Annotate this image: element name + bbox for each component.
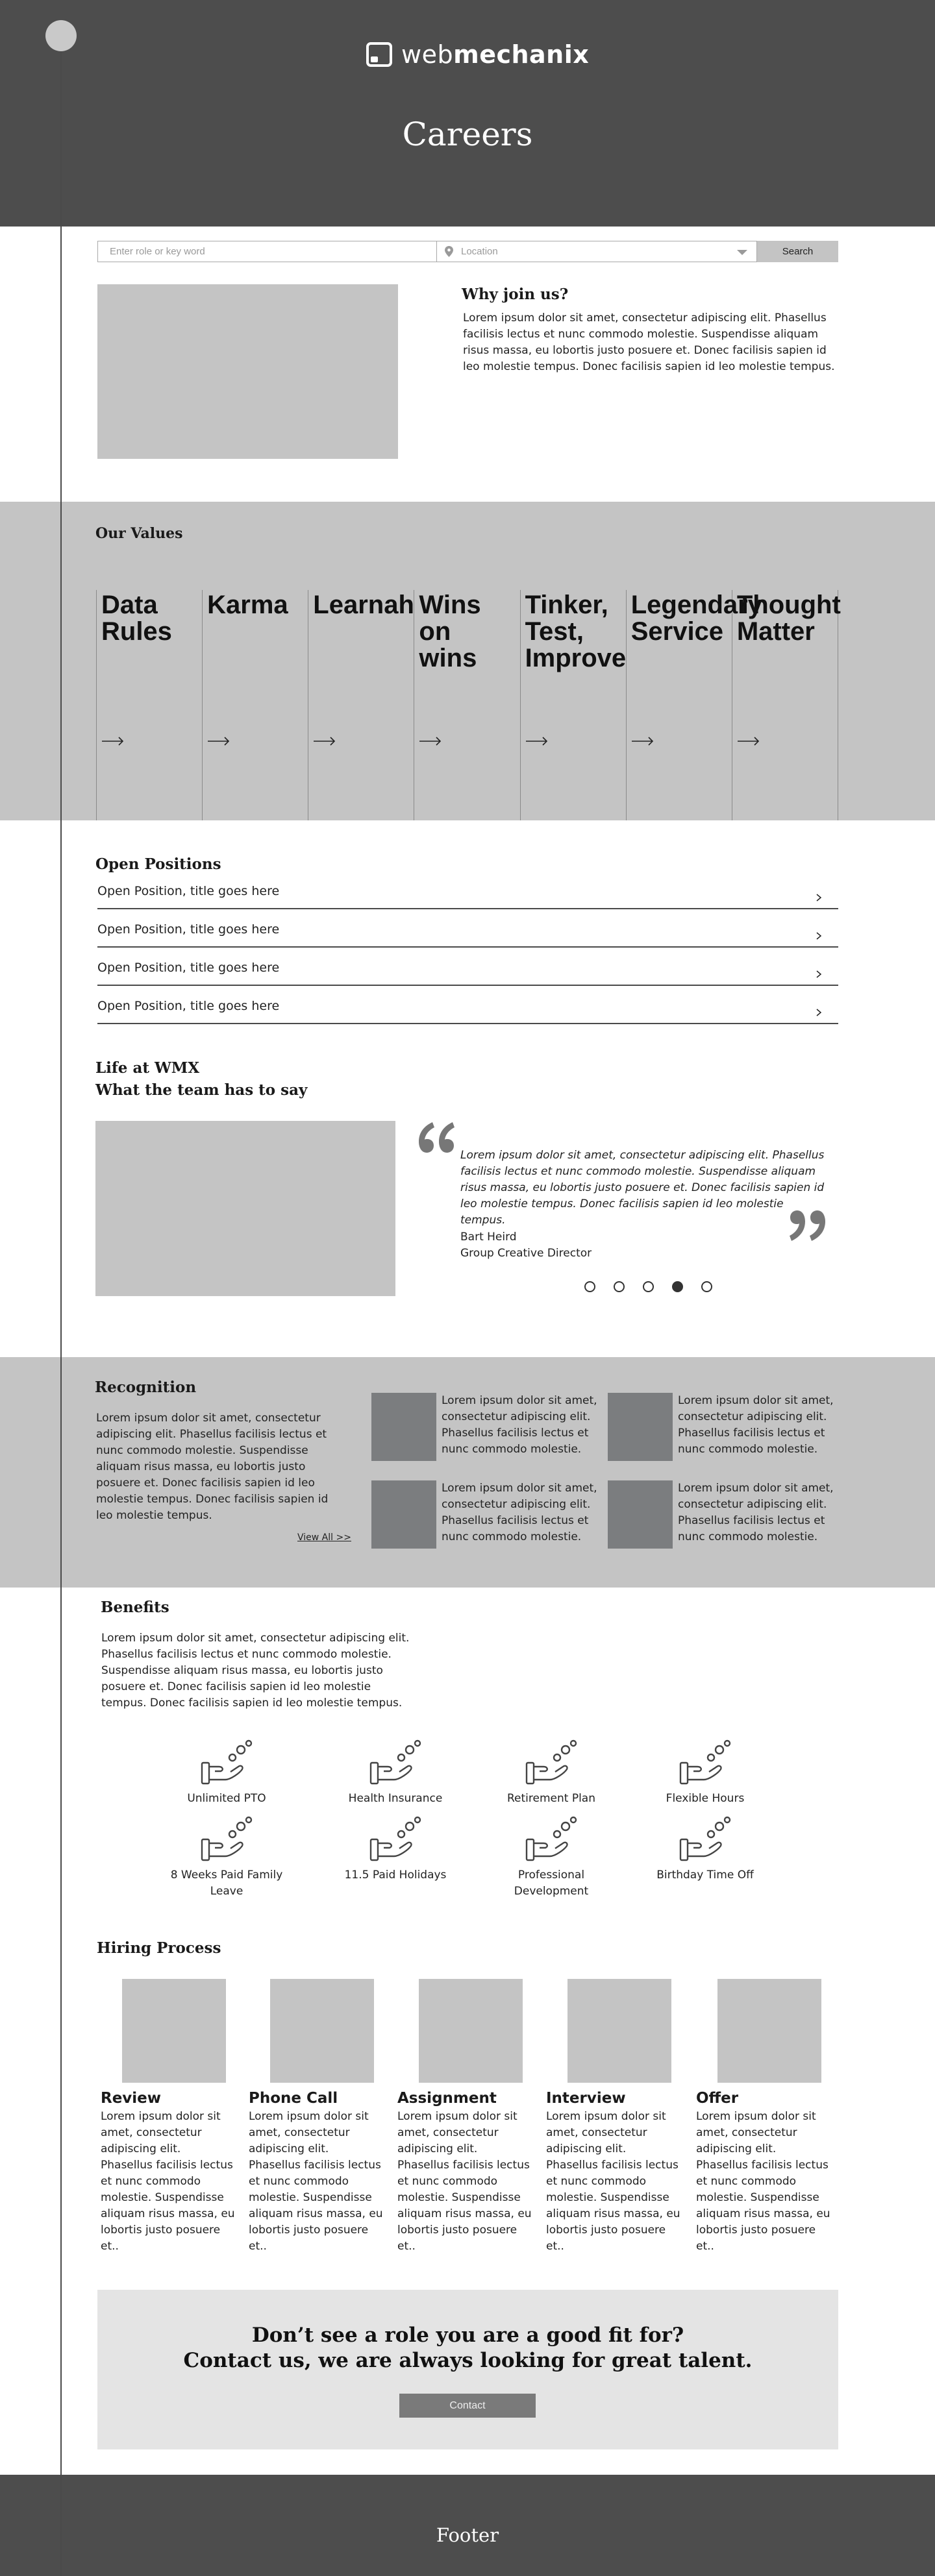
timeline-rail bbox=[60, 35, 62, 2576]
chevron-down-icon bbox=[737, 250, 747, 255]
value-card[interactable] bbox=[414, 590, 520, 820]
value-card-title: Data Rules bbox=[101, 591, 172, 646]
benefit-label: Unlimited PTO bbox=[187, 1792, 266, 1805]
position-row[interactable] bbox=[97, 997, 838, 1024]
recognition-thumb bbox=[608, 1393, 673, 1461]
benefit-item bbox=[168, 1816, 285, 1900]
benefit-item bbox=[168, 1739, 285, 1807]
value-card[interactable] bbox=[97, 590, 203, 820]
location-placeholder: Location bbox=[461, 246, 498, 257]
position-row[interactable] bbox=[97, 882, 838, 909]
recognition-title: Recognition bbox=[95, 1379, 197, 1396]
why-join-text: Lorem ipsum dolor sit amet, consectetur adipiscing elit. Phasellus facilisis lectus et nunc commodo molestie. Suspendisse aliquam risus massa, eu lobortis justo posuere et. Donec facilisis sapien id leo molestie tempus. Donec facilisis sapien id leo molestie tempus. bbox=[463, 312, 835, 373]
position-row[interactable] bbox=[97, 959, 838, 986]
benefit-label: Birthday Time Off bbox=[656, 1869, 754, 1882]
logo-text: webmechanix bbox=[401, 40, 590, 69]
arrow-right-icon bbox=[102, 737, 124, 746]
hiring-step-text: Lorem ipsum dolor sit amet, consectetur adipiscing elit. Phasellus facilisis lectus et nunc commodo molestie. Suspendisse aliquam risus massa, eu lobortis justo posuere et.. bbox=[546, 2110, 680, 2253]
quote-open-icon bbox=[417, 1121, 455, 1155]
arrow-right-icon bbox=[419, 737, 442, 746]
values-section bbox=[0, 502, 935, 820]
logo-icon bbox=[366, 42, 392, 67]
value-card[interactable] bbox=[627, 590, 762, 820]
value-card-title: Karma bbox=[207, 591, 288, 619]
hiring-step-title: Interview bbox=[546, 2090, 626, 2107]
hiring-step-image bbox=[567, 1979, 671, 2083]
recognition-item-text: Lorem ipsum dolor sit amet, consectetur adipiscing elit. Phasellus facilisis lectus et nunc commodo molestie. bbox=[442, 1482, 597, 1543]
recognition-item[interactable] bbox=[371, 1393, 599, 1461]
view-all-link[interactable]: View All >> bbox=[297, 1532, 351, 1543]
benefit-item bbox=[337, 1739, 454, 1807]
carousel-dots bbox=[584, 1281, 712, 1292]
arrow-right-icon bbox=[208, 737, 230, 746]
position-title: Open Position, title goes here bbox=[97, 999, 280, 1013]
why-join-title: Why join us? bbox=[462, 286, 569, 303]
benefit-label: 11.5 Paid Holidays bbox=[344, 1869, 447, 1882]
arrow-right-icon bbox=[314, 737, 336, 746]
contact-button[interactable]: Contact bbox=[399, 2394, 536, 2418]
hiring-step-image bbox=[419, 1979, 523, 2083]
contact-cta bbox=[97, 2290, 838, 2449]
recognition-item-text: Lorem ipsum dolor sit amet, consectetur adipiscing elit. Phasellus facilisis lectus et nunc commodo molestie. bbox=[678, 1482, 834, 1543]
hiring-step bbox=[696, 1979, 832, 2255]
hand-benefit-icon bbox=[524, 1816, 579, 1863]
benefit-label: Professional Development bbox=[514, 1869, 589, 1898]
arrow-right-icon bbox=[738, 737, 760, 746]
value-card-title: Legendary Service bbox=[630, 591, 762, 646]
chevron-right-icon bbox=[815, 970, 823, 978]
recognition-item[interactable] bbox=[608, 1480, 835, 1549]
cta-heading-line1: Don’t see a role you are a good fit for? bbox=[251, 2324, 684, 2347]
hand-benefit-icon bbox=[678, 1816, 732, 1863]
page-title: Careers bbox=[402, 116, 533, 153]
position-title: Open Position, title goes here bbox=[97, 884, 280, 898]
position-title: Open Position, title goes here bbox=[97, 922, 280, 937]
testimonial-quote: Lorem ipsum dolor sit amet, consectetur adipiscing elit. Phasellus facilisis lectus et nunc commodo molestie. Suspendisse aliquam risus massa, eu lobortis justo posuere et. Donec facilisis sapien id leo molestie tempus. Donec facilisis sapien id leo molestie tempus. bbox=[460, 1149, 825, 1227]
hiring-step bbox=[101, 1979, 237, 2255]
hand-benefit-icon bbox=[368, 1739, 423, 1786]
hiring-step-title: Review bbox=[101, 2090, 162, 2107]
benefit-item bbox=[493, 1816, 610, 1900]
quote-close-icon bbox=[790, 1208, 827, 1242]
hiring-step bbox=[546, 1979, 682, 2255]
benefits-title: Benefits bbox=[101, 1599, 169, 1616]
hiring-step bbox=[397, 1979, 534, 2255]
hiring-step-image bbox=[717, 1979, 821, 2083]
value-card[interactable] bbox=[203, 590, 308, 820]
page-footer bbox=[0, 2475, 935, 2576]
job-search-bar bbox=[97, 241, 838, 262]
role-keyword-input[interactable] bbox=[97, 241, 437, 262]
carousel-dot[interactable] bbox=[614, 1281, 625, 1292]
value-cards bbox=[96, 590, 841, 820]
testimonial-role: Group Creative Director bbox=[460, 1247, 592, 1260]
value-card-title: Thought Matter bbox=[736, 591, 841, 646]
benefit-label: 8 Weeks Paid Family Leave bbox=[170, 1869, 283, 1898]
hiring-step-title: Offer bbox=[696, 2090, 739, 2107]
hiring-process-title: Hiring Process bbox=[97, 1939, 221, 1957]
chevron-right-icon bbox=[815, 894, 823, 902]
life-title-line1: Life at WMX bbox=[95, 1059, 200, 1077]
benefit-label: Flexible Hours bbox=[666, 1792, 745, 1805]
arrow-right-icon bbox=[632, 737, 654, 746]
testimonial-name: Bart Heird bbox=[460, 1231, 517, 1244]
value-card-title: Wins on wins bbox=[419, 591, 481, 672]
search-button[interactable]: Search bbox=[757, 241, 838, 262]
benefit-item bbox=[647, 1739, 764, 1807]
hiring-step-image bbox=[270, 1979, 374, 2083]
life-title bbox=[95, 1057, 307, 1101]
page-header bbox=[0, 0, 935, 227]
hiring-step-text: Lorem ipsum dolor sit amet, consectetur adipiscing elit. Phasellus facilisis lectus et nunc commodo molestie. Suspendisse aliquam risus massa, eu lobortis justo posuere et.. bbox=[696, 2110, 830, 2253]
carousel-dot-active[interactable] bbox=[672, 1281, 683, 1292]
benefit-label: Retirement Plan bbox=[507, 1792, 595, 1805]
values-title: Our Values bbox=[95, 525, 183, 542]
benefit-label: Health Insurance bbox=[348, 1792, 443, 1805]
carousel-dot[interactable] bbox=[584, 1281, 595, 1292]
recognition-item[interactable] bbox=[371, 1480, 599, 1549]
value-card-title: Tinker, Test, Improve bbox=[525, 591, 627, 672]
recognition-text: Lorem ipsum dolor sit amet, consectetur adipiscing elit. Phasellus facilisis lectus et nunc commodo molestie. Suspendisse aliquam risus massa, eu lobortis justo posuere et. Donec facilisis sapien id leo molestie tempus. Donec facilisis sapien id leo molestie tempus. bbox=[96, 1412, 329, 1522]
recognition-thumb bbox=[608, 1480, 673, 1549]
hand-benefit-icon bbox=[368, 1816, 423, 1863]
logo[interactable] bbox=[366, 40, 589, 69]
carousel-dot[interactable] bbox=[701, 1281, 712, 1292]
life-title-line2: What the team has to say bbox=[95, 1081, 308, 1099]
why-join-image bbox=[97, 284, 398, 459]
recognition-section bbox=[0, 1357, 935, 1588]
value-card[interactable] bbox=[732, 590, 841, 820]
open-positions-title: Open Positions bbox=[95, 855, 221, 873]
hand-benefit-icon bbox=[199, 1739, 254, 1786]
hand-benefit-icon bbox=[524, 1739, 579, 1786]
hiring-step-title: Assignment bbox=[397, 2090, 497, 2107]
recognition-item-text: Lorem ipsum dolor sit amet, consectetur adipiscing elit. Phasellus facilisis lectus et nunc commodo molestie. bbox=[442, 1394, 597, 1456]
recognition-item[interactable] bbox=[608, 1393, 835, 1461]
arrow-right-icon bbox=[526, 737, 548, 746]
benefit-item bbox=[647, 1816, 764, 1883]
hiring-step bbox=[249, 1979, 385, 2255]
hiring-step-image bbox=[122, 1979, 226, 2083]
footer-text: Footer bbox=[436, 2524, 499, 2546]
location-pin-icon bbox=[445, 246, 453, 257]
recognition-thumb bbox=[371, 1393, 436, 1461]
position-title: Open Position, title goes here bbox=[97, 961, 280, 975]
value-card[interactable] bbox=[308, 590, 414, 820]
chevron-right-icon bbox=[815, 932, 823, 940]
timeline-dot bbox=[45, 20, 77, 51]
testimonial-image bbox=[95, 1121, 395, 1296]
hiring-step-title: Phone Call bbox=[249, 2090, 338, 2107]
benefit-item bbox=[493, 1739, 610, 1807]
hiring-step-text: Lorem ipsum dolor sit amet, consectetur adipiscing elit. Phasellus facilisis lectus et nunc commodo molestie. Suspendisse aliquam risus massa, eu lobortis justo posuere et.. bbox=[249, 2110, 383, 2253]
recognition-thumb bbox=[371, 1480, 436, 1549]
value-card[interactable] bbox=[521, 590, 627, 820]
hand-benefit-icon bbox=[199, 1816, 254, 1863]
hiring-step-text: Lorem ipsum dolor sit amet, consectetur adipiscing elit. Phasellus facilisis lectus et nunc commodo molestie. Suspendisse aliquam risus massa, eu lobortis justo posuere et.. bbox=[397, 2110, 532, 2253]
location-select[interactable] bbox=[437, 241, 757, 262]
chevron-right-icon bbox=[815, 1009, 823, 1016]
cta-heading-line2: Contact us, we are always looking for great talent. bbox=[183, 2349, 753, 2372]
value-card-title: Learnah bbox=[313, 591, 414, 619]
position-row[interactable] bbox=[97, 920, 838, 948]
hiring-step-text: Lorem ipsum dolor sit amet, consectetur adipiscing elit. Phasellus facilisis lectus et nunc commodo molestie. Suspendisse aliquam risus massa, eu lobortis justo posuere et.. bbox=[101, 2110, 235, 2253]
recognition-item-text: Lorem ipsum dolor sit amet, consectetur adipiscing elit. Phasellus facilisis lectus et nunc commodo molestie. bbox=[678, 1394, 834, 1456]
benefit-item bbox=[337, 1816, 454, 1883]
benefits-text: Lorem ipsum dolor sit amet, consectetur adipiscing elit. Phasellus facilisis lectus et nunc commodo molestie. Suspendisse aliquam risus massa, eu lobortis justo posuere et. Donec facilisis sapien id leo molestie tempus. Donec facilisis sapien id leo molestie tempus. bbox=[101, 1632, 410, 1710]
carousel-dot[interactable] bbox=[643, 1281, 654, 1292]
hand-benefit-icon bbox=[678, 1739, 732, 1786]
